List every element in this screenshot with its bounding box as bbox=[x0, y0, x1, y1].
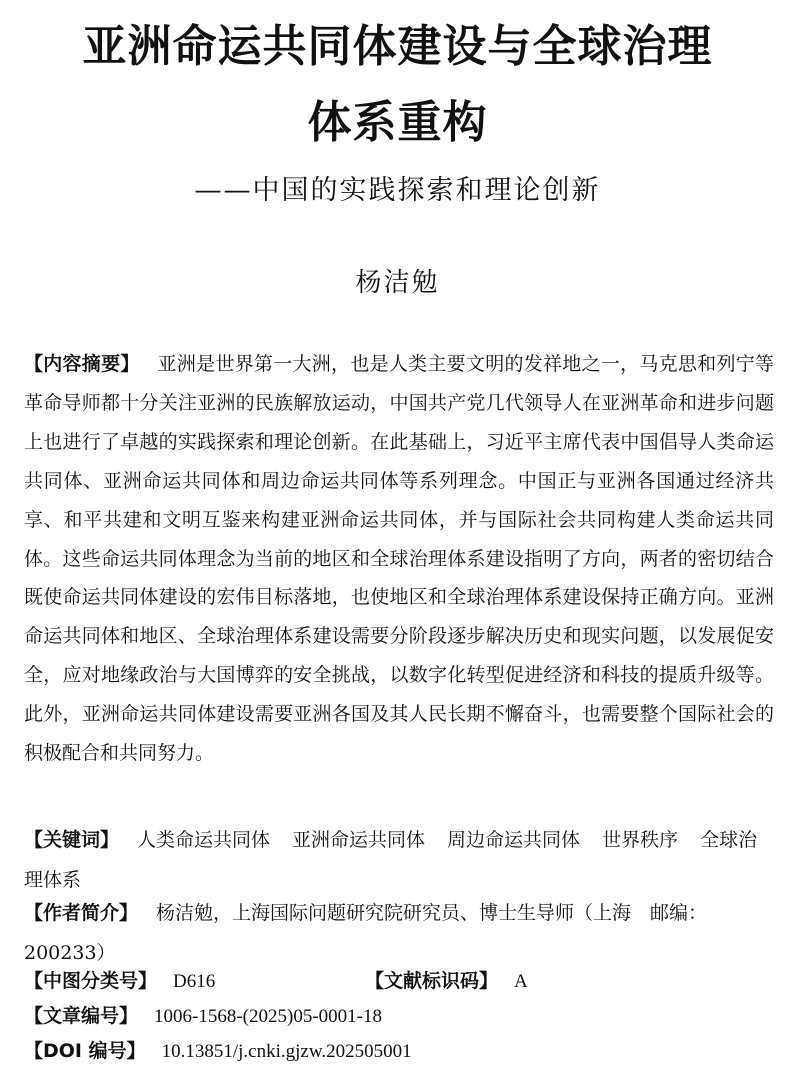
keywords-label: 【关键词】 bbox=[24, 829, 120, 851]
article-number-label: 【文章编号】 bbox=[24, 1005, 139, 1027]
abstract-label: 【内容摘要】 bbox=[24, 353, 140, 375]
doc-code-label: 【文献标识码】 bbox=[365, 970, 499, 992]
doc-code-row bbox=[365, 966, 528, 997]
clc-value: D616 bbox=[173, 971, 216, 992]
paper-title-line-1: 亚洲命运共同体建设与全球治理 bbox=[82, 21, 713, 72]
keyword-item: 人类命运共同体 bbox=[137, 829, 271, 851]
author-info-label: 【作者简介】 bbox=[24, 902, 139, 924]
author-info-text: 杨洁勉，上海国际问题研究院研究员、博士生导师（上海 邮编：200233） bbox=[24, 902, 708, 964]
abstract-paragraph bbox=[24, 345, 774, 773]
article-number-value: 1006-1568-(2025)05-0001-18 bbox=[154, 1006, 382, 1027]
keyword-item: 亚洲命运共同体 bbox=[292, 829, 426, 851]
paper-subtitle: ——中国的实践探索和理论创新 bbox=[194, 175, 601, 206]
author-info-paragraph bbox=[24, 893, 774, 973]
author-name: 杨洁勉 bbox=[355, 268, 440, 298]
keywords-paragraph bbox=[24, 820, 774, 900]
article-number-row bbox=[24, 1001, 382, 1032]
doi-label: 【DOI 编号】 bbox=[24, 1040, 146, 1062]
paper-title-line-2: 体系重构 bbox=[307, 97, 488, 148]
keyword-item: 周边命运共同体 bbox=[447, 829, 581, 851]
doi-row bbox=[24, 1036, 412, 1067]
doc-code-value: A bbox=[514, 971, 528, 992]
abstract-text: 亚洲是世界第一大洲，也是人类主要文明的发祥地之一，马克思和列宁等革命导师都十分关注亚洲的民族解放运动，中国共产党几代领导人在亚洲革命和进步问题上也进行了卓越的实践探索和理论创新。在此基础上，习近平主席代表中国倡导人类命运共同体、亚洲命运共同体和周边命运共同体等系列理念。中国正与亚洲各国通过经济共享、和平共建和文明互鉴来构建亚洲命运共同体，并与国际社会共同构建人类命运共同体。这些命运共同体理念为当前的地区和全球治理体系建设指明了方向，两者的密切结合既使命运共同体建设的宏伟目标落地，也使地区和全球治理体系建设保持正确方向。亚洲命运共同体和地区、全球治理体系建设需要分阶段逐步解决历史和现实问题，以发展促安全，应对地缘政治与大国博弈的安全挑战，以数字化转型促进经济和科技的提质升级等。此外，亚洲命运共同体建设需要亚洲各国及其人民长期不懈奋斗，也需要整个国际社会的积极配合和共同努力。 bbox=[24, 353, 774, 765]
clc-row bbox=[24, 966, 215, 997]
doi-value: 10.13851/j.cnki.gjzw.202505001 bbox=[161, 1041, 412, 1062]
keyword-item: 世界秩序 bbox=[602, 829, 679, 851]
keyword-item: 全球治理体系 bbox=[24, 829, 758, 891]
clc-label: 【中图分类号】 bbox=[24, 970, 158, 992]
